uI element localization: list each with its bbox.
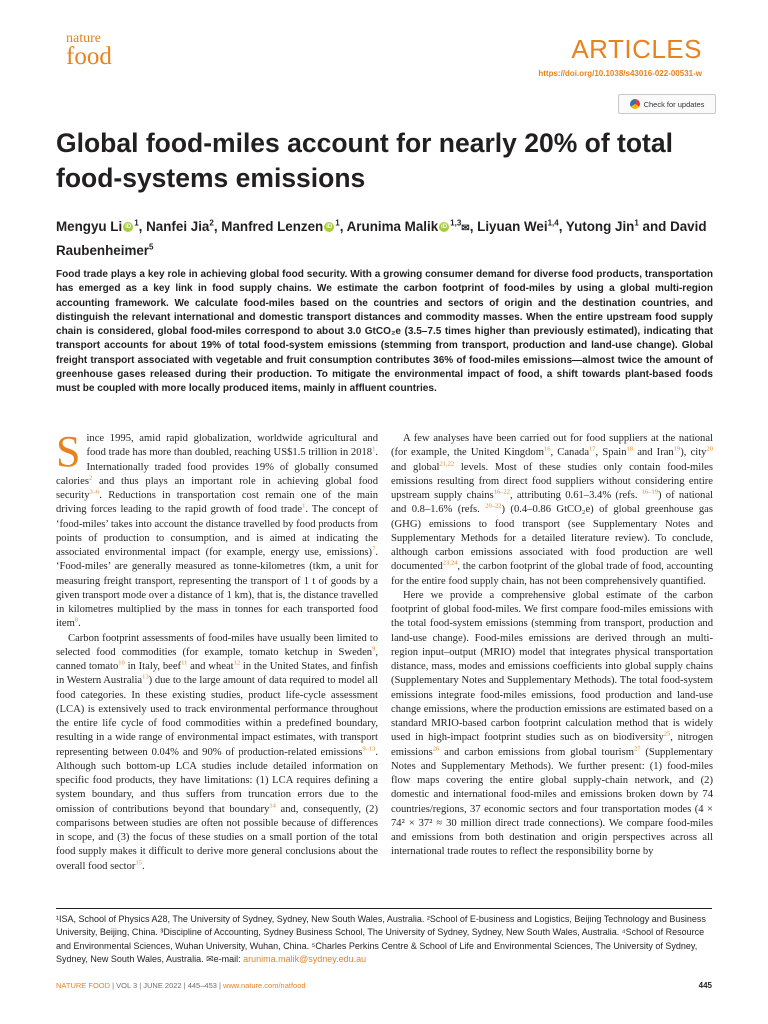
author-affiliation: 5 [149,242,154,252]
body-paragraph: A few analyses have been carried out for food suppliers at the national (for example, the United Kingdom$^{16}$, Canada$^{17}$, Spain$^{18}$ and Iran$^{19}$), city$^{20}$ and global$^{21,22}$ levels. Most of these studies only contain food-miles emissions resulting from direct food suppliers without considering entire upstream supply chains$^{16-22}$, attributing 0.61–3.4% (refs. $^{16-19}$) of national and 0.8–1.6% (refs. $^{20-22}$) (0.4–0.86 GtCO₂e) of global greenhouse gas (GHG) emissions to food transport (see Supplementary Notes and Supplementary Methods for a detailed literature review). To conclude, although carbon emissions associated with food production are well documented$^{23,24}$, the carbon footprint of the global trade of food, accounting for the entire food supply chain, has not been comprehensively quantified. [391,433,713,587]
citation-ref[interactable]: 17 [589,445,596,453]
body-column-left [56,427,379,874]
author-list: Mengyu Li iD $^1$, Nanfei Jia$^2$, Manfred Lenzen iD $^1$, Arunima Malik iD $^{1,3}$✉, Liyuan Wei$^{1,4}$, Yutong Jin$^1$ and David Raubenheimer$^5$ [56,218,707,258]
citation-ref[interactable]: 25 [663,730,671,738]
orcid-icon[interactable]: iD [441,224,448,231]
drop-cap: S [56,427,81,476]
citation-ref[interactable]: 16 [543,445,551,453]
footer-issue: | VOL 3 | JUNE 2022 | 445–453 | [110,981,224,990]
citation-ref[interactable]: 20 [706,445,713,453]
footnote-divider [56,908,712,909]
orcid-icon[interactable]: iD [125,224,132,231]
citation-ref[interactable]: 9–13 [362,744,376,752]
citation-ref[interactable]: 2 [88,474,93,482]
body-paragraph: Here we provide a comprehensive global estimate of the carbon footprint of global food-miles. We first compare food-miles emissions with the total food-system emissions (stemming from transport, production and land-use change). Food-miles emissions are derived through an multi-region input–output (MRIO) model that integrates physical transportation distance, mass, modes and emissions coefficients into global supply chains (Supplementary Notes and Supplementary Methods). The total food-system emissions integrate food-miles emissions, food production and land-use change emissions, where the production emissions are estimated based on a standard MRIO-based carbon footprint calculation method that is widely used in high-impact footprint studies such as on biodiversity$^{25}$, nitrogen emissions$^{26}$ and carbon emissions from global tourism$^{27}$ (Supplementary Notes and Supplementary Methods). We further present: (1) food-miles flow maps covering the entire global supply-chain network, and (2) domestic and international food-miles and emissions broken down by 74 countries/regions, 37 economic sectors and four transportation modes (4 × 74² × 37² ≈ 30 million direct trade connections). We compare food-miles and emissions from both destination and origin perspectives across all international trade routes to reflect the responsibility borne by [391,589,713,858]
section-label: ARTICLES [571,34,702,64]
logo-line-nature: nature [66,31,101,46]
footer-url[interactable]: www.nature.com/natfood [223,981,306,990]
citation-ref[interactable]: 27 [633,744,641,752]
doi-link[interactable]: https://doi.org/10.1038/s43016-022-00531-w [538,69,702,78]
citation-ref[interactable]: 14 [269,801,276,809]
check-updates-button[interactable] [618,94,716,114]
affiliation-text: ¹ISA, School of Physics A28, The University of Sydney, Sydney, New South Wales, Australia. ²School of E-business and Logistics, Beijing Technology and Business University, Beijing, China. ³Discipline of Accounting, Sydney Business School, The University of Sydney, Sydney, New South Wales, Australia. ⁴School of Resource and Environmental Sciences, Wuhan University, Wuhan, China. ⁵Charles Perkins Centre & School of Life and Environmental Sciences, The University of Sydney, Sydney, New South Wales, Australia. ✉e-mail: [56,914,706,964]
author-affiliation: 1 [134,218,139,228]
author-affiliation: 1 [634,218,639,228]
affiliations [56,913,716,966]
citation-ref[interactable]: 1 [372,445,376,453]
citation-ref[interactable]: 10 [118,659,125,667]
citation-ref[interactable]: 15 [135,858,142,866]
author-affiliation: 2 [209,218,214,228]
author-affiliation: 1 [335,218,340,228]
citation-ref[interactable]: 8 [74,616,79,624]
email-icon[interactable]: ✉ [461,223,470,234]
citation-ref[interactable]: 19 [673,445,681,453]
footer-journal: NATURE FOOD [56,981,111,990]
citation-ref[interactable]: 26 [432,744,440,752]
citation-ref[interactable]: 16–19 [641,488,658,496]
body-paragraph: ince 1995, amid rapid globalization, worldwide agricultural and food trade has more than doubled, reaching US$1.5 trillion in 2018$^1$. Internationally traded food provides 19% of globally consumed calories$^2$ and thus plays an important role in achieving global food security$^{3-6}$. Reductions in transportation cost remain one of the main driving forces leading to the rapid growth of food trade$^1$. The concept of ‘food-miles’ takes into account the distance travelled by food products from points of production to consumption, and is aimed at indicating the associated environmental impact (for example, energy use, emissions)$^7$. ‘Food-miles’ are generally measured as tonne-kilometres (tkm, a unit for measuring freight transport, representing the transport of 1 t of goods by a given transport mode over a distance of 1 km), that is, the distance travelled in kilometres multiplied by the mass in tonnes for each transported food item$^8$. [56,433,379,630]
citation-ref[interactable]: 1 [302,502,306,510]
citation-ref[interactable]: 12 [233,659,241,667]
journal-logo [66,32,112,69]
body-paragraph: Carbon footprint assessments of food-miles have usually been limited to selected food commodities (for example, tomato ketchup in Sweden$^9$, canned tomato$^{10}$ in Italy, beef$^{11}$ and wheat$^{12}$ in the United States, and finfish in Western Australia$^{13}$) due to the large amount of data required to model all food categories. In these existing studies, product life-cycle assessment (LCA) is extensively used to track environmental performance throughout the entire life cycle of food commodities within a predefined boundary, resulting in a wide range of environmental impact estimates, with transport representing between 0.04% and 90% of production-related emissions$^{9-13}$. Although such bottom-up LCA studies include detailed information on specific food products, they have limitations: (1) LCA requires defining a system boundary, and thus suffers from truncation errors due to the omission of contributions beyond that boundary$^{14}$ and, consequently, (2) comparisons between studies are often not possible because of differences in scope, and (3) the focus of these studies on a small portion of the total food supply makes it difficult to derive more general conclusions about the overall food sector$^{15}$. [56,632,379,872]
logo-line-food: food [66,43,112,70]
citation-ref[interactable]: 20–22 [485,502,502,510]
citation-ref[interactable]: 13 [142,673,149,681]
author-affiliation: 1,3 [450,218,462,228]
citation-ref[interactable]: 9 [372,645,376,653]
author-name[interactable]: Nanfei Jia [146,219,210,234]
page-number: 445 [698,981,712,990]
check-updates-label: Check for updates [643,99,705,109]
page-footer [56,981,306,990]
article-title: Global food-miles account for nearly 20% of total food-systems emissions [56,128,673,193]
citation-ref[interactable]: 23,24 [442,559,458,567]
citation-ref[interactable]: 3–6 [89,488,100,496]
author-name[interactable]: Manfred Lenzen [221,219,324,234]
citation-ref[interactable]: 21,22 [439,459,455,467]
citation-ref[interactable]: 11 [181,659,188,667]
citation-ref[interactable]: 18 [626,445,634,453]
orcid-icon[interactable]: iD [326,224,333,231]
author-name[interactable]: Liyuan Wei [477,219,548,234]
author-name[interactable]: Mengyu Li [56,219,123,234]
crossmark-icon [630,99,640,109]
corresponding-email-link[interactable]: arunima.malik@sydney.edu.au [243,953,367,964]
author-name[interactable]: Yutong Jin [565,219,635,234]
body-column-right [391,432,713,860]
author-name[interactable]: Arunima Malik [346,219,439,234]
citation-ref[interactable]: 16–22 [493,488,510,496]
abstract: Food trade plays a key role in achieving global food security. With a growing consumer demand for diverse food products, transportation has emerged as a key link in food supply chains. We estimate the carbon footprint of food-miles by using a global multi-region accounting framework. We calculate food-miles based on the countries and sectors of origin and the destination countries, and distinguish the relevant international and domestic transport distances and commodity masses. When the entire upstream food supply chain is considered, global food-miles correspond to about 3.0 GtCO₂e (3.5–7.5 times higher than previously estimated), indicating that transport accounts for about 19% of total food-system emissions (stemming from transport, production and land-use change). Global freight transport associated with vegetable and fruit consumption contributes 36% of food-miles emissions—almost twice the amount of greenhouse gases released during their production. To mitigate the environmental impact of food, a shift towards plant-based foods must be coupled with more locally produced items, mainly in affluent countries. [56,269,713,395]
author-affiliation: 1,4 [547,218,559,228]
author-name[interactable]: David Raubenheimer [56,219,707,258]
citation-ref[interactable]: 7 [372,545,376,553]
